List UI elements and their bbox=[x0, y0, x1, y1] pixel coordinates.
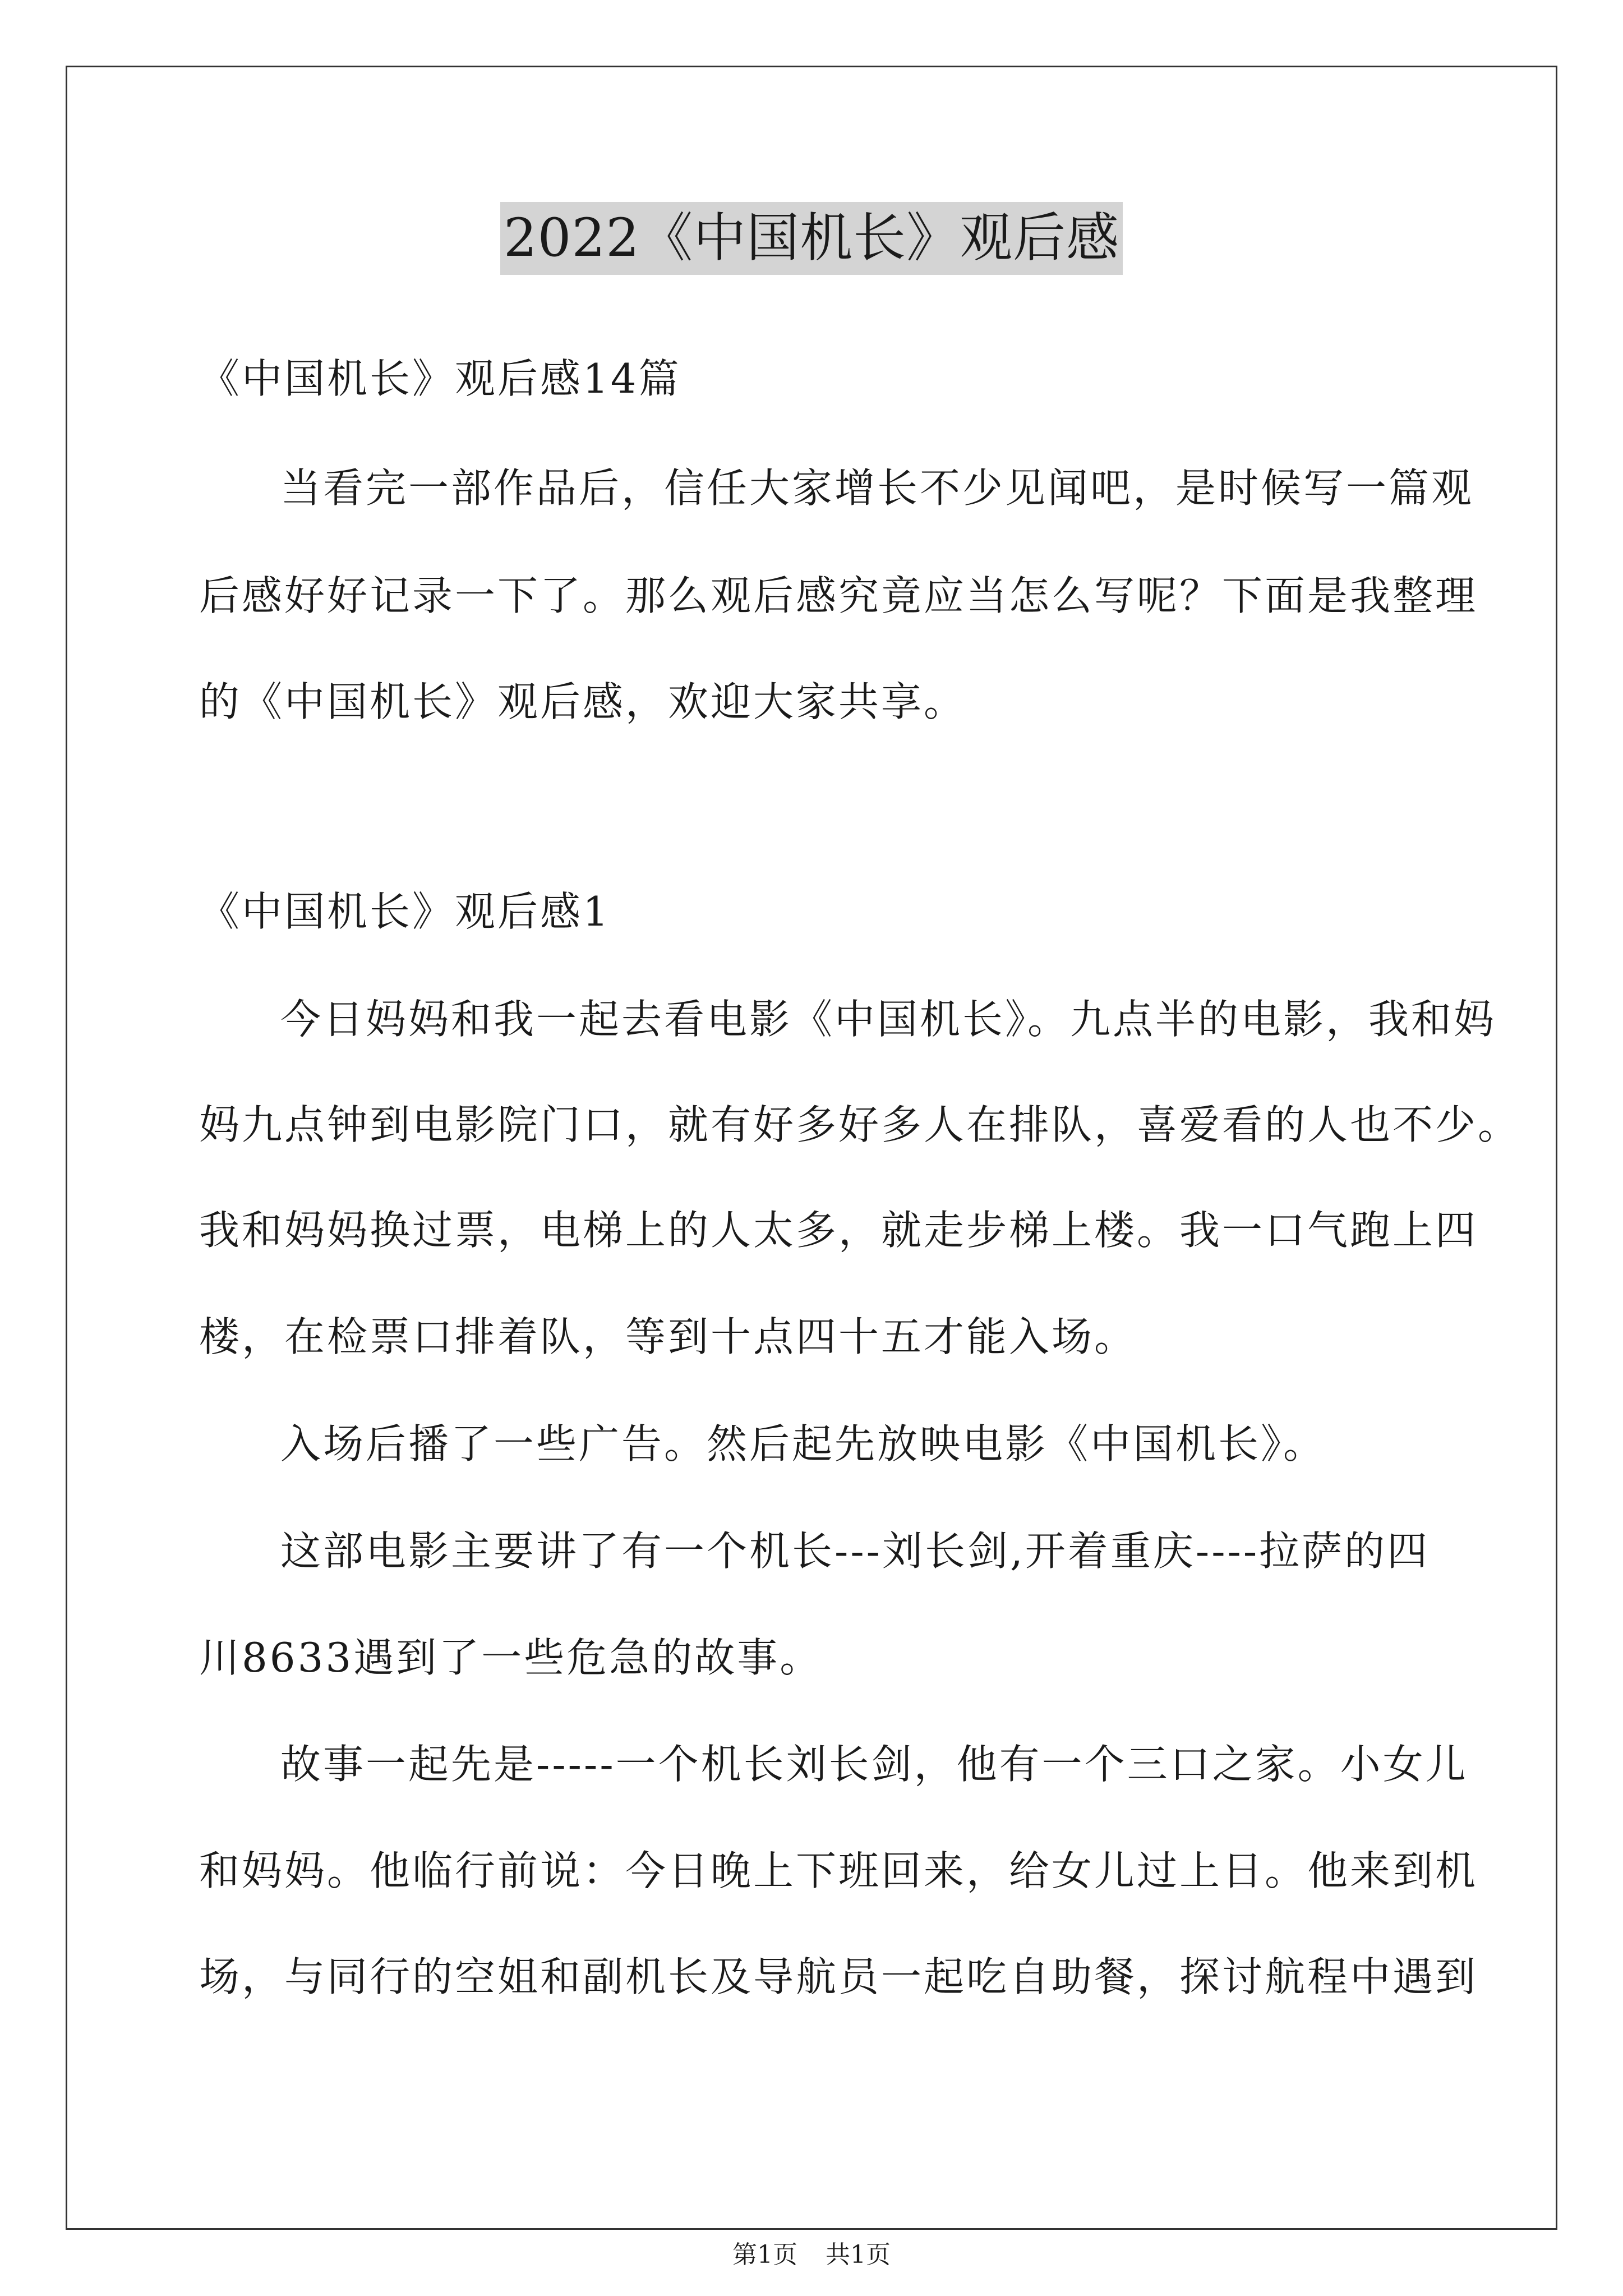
intro-line: 当看完一部作品后，信任大家增长不少见闻吧，是时候写一篇观 bbox=[280, 464, 1474, 512]
body-line: 今日妈妈和我一起去看电影《中国机长》。九点半的电影，我和妈 bbox=[280, 996, 1497, 1043]
body-line: 我和妈妈换过票，电梯上的人太多，就走步梯上楼。我一口气跑上四 bbox=[199, 1207, 1478, 1254]
body-line: 楼，在检票口排着队，等到十点四十五才能入场。 bbox=[199, 1313, 1137, 1360]
body-line: 入场后播了一些广告。然后起先放映电影《中国机长》。 bbox=[280, 1420, 1326, 1467]
body-line: 川8633遇到了一些危急的故事。 bbox=[199, 1634, 823, 1681]
intro-line: 后感好好记录一下了。那么观后感究竟应当怎么写呢？下面是我整理 bbox=[199, 572, 1478, 619]
document-title: 2022《中国机长》观后感 bbox=[500, 202, 1123, 275]
body-line: 故事一起先是-----一个机长刘长剑，他有一个三口之家。小女儿 bbox=[280, 1741, 1468, 1788]
title-container bbox=[0, 202, 1623, 275]
intro-line: 的《中国机长》观后感，欢迎大家共享。 bbox=[199, 678, 967, 725]
body-line: 这部电影主要讲了有一个机长---刘长剑,开着重庆----拉萨的四 bbox=[280, 1527, 1430, 1575]
page-footer bbox=[0, 2238, 1623, 2272]
page-number: 第1页 bbox=[732, 2240, 797, 2269]
body-line: 场，与同行的空姐和副机长及导航员一起吃自助餐，探讨航程中遇到 bbox=[199, 1953, 1478, 2000]
subtitle: 《中国机长》观后感14篇 bbox=[199, 355, 681, 402]
body-line: 妈九点钟到电影院门口，就有好多好多人在排队，喜爱看的人也不少。 bbox=[199, 1101, 1521, 1148]
section-heading: 《中国机长》观后感1 bbox=[199, 888, 611, 935]
body-line: 和妈妈。他临行前说：今日晚上下班回来，给女儿过上日。他来到机 bbox=[199, 1847, 1478, 1894]
page-total: 共1页 bbox=[826, 2240, 891, 2269]
